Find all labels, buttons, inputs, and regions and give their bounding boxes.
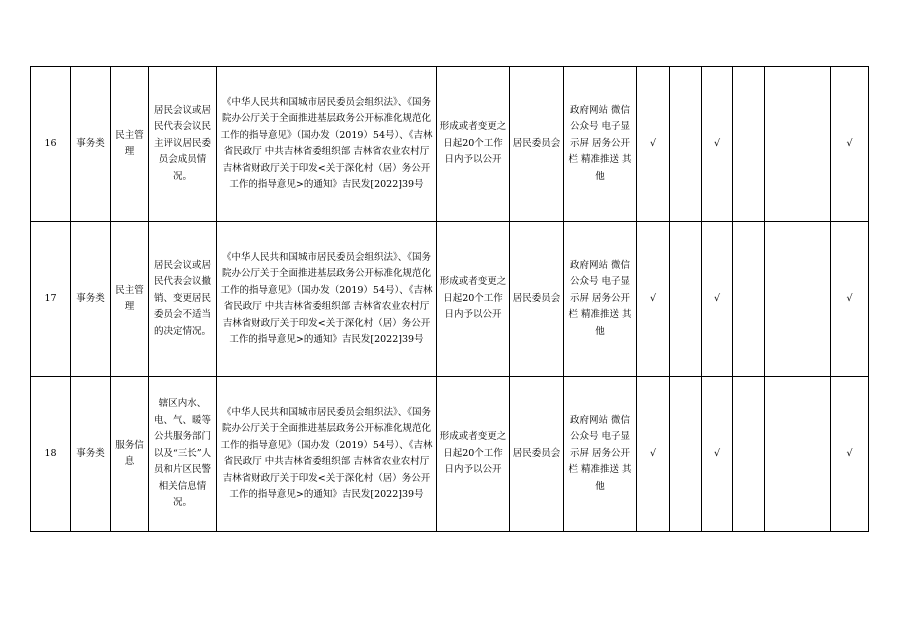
row-content: 居民会议或居民代表会议民主评议居民委员会成员情况。	[149, 67, 217, 222]
row-basis: 《中华人民共和国城市居民委员会组织法》、《国务院办公厅关于全面推进基层政务公开标准化规范化工作的指导意见》（国办发（2019）54号）、《吉林省民政厅 中共吉林省委组织部 吉林省农业农村厅 吉林省财政厅关于印发<关于深化村（居）务公开工作的指导意见>的通知》吉民发[2022]39号	[217, 377, 437, 532]
row-basis: 《中华人民共和国城市居民委员会组织法》、《国务院办公厅关于全面推进基层政务公开标准化规范化工作的指导意见》（国办发（2019）54号）、《吉林省民政厅 中共吉林省委组织部 吉林省农业农村厅 吉林省财政厅关于印发<关于深化村（居）务公开工作的指导意见>的通知》吉民发[2022]39号	[217, 67, 437, 222]
row-mark: √	[702, 67, 733, 222]
row-mark: √	[702, 222, 733, 377]
row-subcategory: 服务信息	[111, 377, 149, 532]
row-subcategory: 民主管理	[111, 222, 149, 377]
row-content: 居民会议或居民代表会议撤销、变更居民委员会不适当的决定情况。	[149, 222, 217, 377]
row-mark: √	[637, 222, 670, 377]
row-mark: √	[637, 377, 670, 532]
row-subject: 居民委员会	[510, 377, 564, 532]
row-mark: √	[831, 222, 869, 377]
row-subject: 居民委员会	[510, 67, 564, 222]
row-channels: 政府网站 微信公众号 电子显示屏 居务公开栏 精准推送 其他	[564, 67, 637, 222]
row-category: 事务类	[71, 222, 111, 377]
row-mark: √	[831, 377, 869, 532]
row-mark	[733, 222, 765, 377]
row-index: 16	[31, 67, 71, 222]
row-category: 事务类	[71, 377, 111, 532]
table-row	[31, 67, 869, 222]
row-subcategory: 民主管理	[111, 67, 149, 222]
row-basis: 《中华人民共和国城市居民委员会组织法》、《国务院办公厅关于全面推进基层政务公开标准化规范化工作的指导意见》（国办发（2019）54号）、《吉林省民政厅 中共吉林省委组织部 吉林省农业农村厅 吉林省财政厅关于印发<关于深化村（居）务公开工作的指导意见>的通知》吉民发[2022]39号	[217, 222, 437, 377]
row-mark	[670, 67, 702, 222]
row-mark: √	[831, 67, 869, 222]
row-mark: √	[702, 377, 733, 532]
row-mark	[765, 222, 831, 377]
table-row	[31, 377, 869, 532]
row-mark	[733, 67, 765, 222]
row-mark: √	[637, 67, 670, 222]
row-index: 18	[31, 377, 71, 532]
row-time-limit: 形成或者变更之日起20个工作日内予以公开	[437, 222, 510, 377]
row-channels: 政府网站 微信公众号 电子显示屏 居务公开栏 精准推送 其他	[564, 377, 637, 532]
row-index: 17	[31, 222, 71, 377]
row-mark	[670, 377, 702, 532]
row-subject: 居民委员会	[510, 222, 564, 377]
row-mark	[765, 377, 831, 532]
disclosure-table	[30, 66, 869, 532]
row-channels: 政府网站 微信公众号 电子显示屏 居务公开栏 精准推送 其他	[564, 222, 637, 377]
table-row	[31, 222, 869, 377]
row-mark	[765, 67, 831, 222]
row-mark	[670, 222, 702, 377]
table-body	[31, 67, 869, 532]
row-time-limit: 形成或者变更之日起20个工作日内予以公开	[437, 377, 510, 532]
row-time-limit: 形成或者变更之日起20个工作日内予以公开	[437, 67, 510, 222]
row-mark	[733, 377, 765, 532]
row-content: 辖区内水、电、气、暖等公共服务部门以及“三长”人员和片区民警相关信息情况。	[149, 377, 217, 532]
row-category: 事务类	[71, 67, 111, 222]
